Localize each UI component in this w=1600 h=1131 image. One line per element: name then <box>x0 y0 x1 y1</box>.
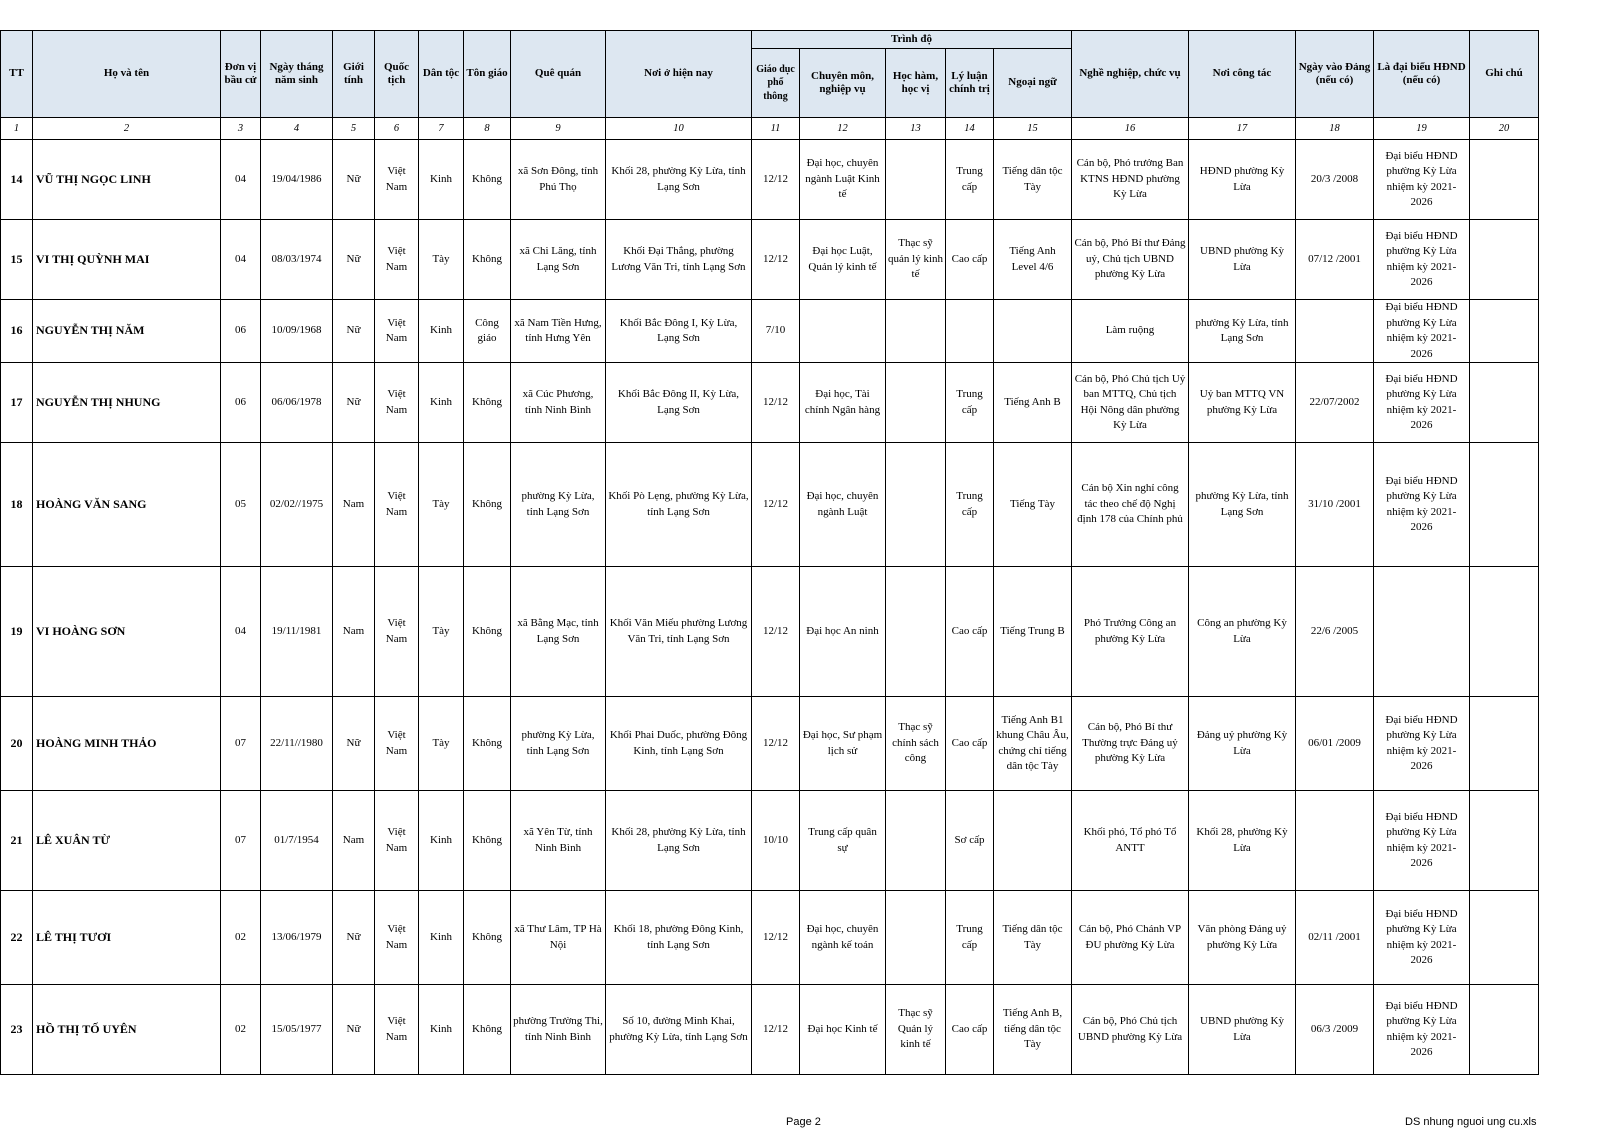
table-cell: 10/09/1968 <box>261 300 333 363</box>
table-cell: 02/02//1975 <box>261 443 333 567</box>
table-cell: Khối Đại Thắng, phường Lương Văn Tri, tỉnh Lạng Sơn <box>606 220 752 300</box>
table-cell: Đại học Kinh tế <box>800 985 886 1075</box>
table-cell: Khối Pò Lẹng, phường Kỳ Lừa, tỉnh Lạng Sơn <box>606 443 752 567</box>
table-cell: 07/12 /2001 <box>1296 220 1374 300</box>
table-cell: 12/12 <box>752 140 800 220</box>
column-number: 18 <box>1296 118 1374 140</box>
table-cell <box>994 791 1072 891</box>
table-cell: Không <box>464 443 511 567</box>
table-cell: Khối Văn Miếu phường Lương Văn Tri, tỉnh Lạng Sơn <box>606 567 752 697</box>
header-tt: TT <box>1 31 33 118</box>
table-cell: 19/04/1986 <box>261 140 333 220</box>
table-cell: Khối 28, phường Kỳ Lừa <box>1189 791 1296 891</box>
table-cell: phường Kỳ Lừa, tỉnh Lạng Sơn <box>511 697 606 791</box>
table-cell: Đại học, chuyên ngành Luật <box>800 443 886 567</box>
table-cell: Nữ <box>333 697 375 791</box>
table-cell <box>946 300 994 363</box>
column-number: 7 <box>419 118 464 140</box>
table-cell: Nam <box>333 567 375 697</box>
table-cell: Kinh <box>419 140 464 220</box>
table-cell: Không <box>464 567 511 697</box>
table-cell: Kinh <box>419 985 464 1075</box>
table-cell: Phó Trưởng Công an phường Kỳ Lừa <box>1072 567 1189 697</box>
table-cell: 04 <box>221 140 261 220</box>
column-number: 15 <box>994 118 1072 140</box>
table-cell: Đại học, chuyên ngành kế toán <box>800 891 886 985</box>
table-cell: 19/11/1981 <box>261 567 333 697</box>
page-number: Page 2 <box>786 1116 821 1128</box>
table-cell: xã Bằng Mạc, tỉnh Lạng Sơn <box>511 567 606 697</box>
table-cell: Nữ <box>333 363 375 443</box>
table-cell: Đại biểu HĐND phường Kỳ Lừa nhiệm kỳ 2021-2026 <box>1374 443 1470 567</box>
table-cell: 05 <box>221 443 261 567</box>
table-cell: Nữ <box>333 220 375 300</box>
table-cell: VI THỊ QUỲNH MAI <box>33 220 221 300</box>
header-ngoai-ngu: Ngoại ngữ <box>994 49 1072 118</box>
table-cell: 18 <box>1 443 33 567</box>
table-cell: 22/07/2002 <box>1296 363 1374 443</box>
table-cell: Khối 28, phường Kỳ Lừa, tỉnh Lạng Sơn <box>606 791 752 891</box>
table-cell: Sơ cấp <box>946 791 994 891</box>
table-cell: Tiếng Anh Level 4/6 <box>994 220 1072 300</box>
column-number: 4 <box>261 118 333 140</box>
table-cell: Thạc sỹ chính sách công <box>886 697 946 791</box>
table-cell: Cao cấp <box>946 220 994 300</box>
header-que-quan: Quê quán <box>511 31 606 118</box>
table-cell: 22 <box>1 891 33 985</box>
table-row <box>1 363 1539 443</box>
table-row <box>1 567 1539 697</box>
table-cell <box>1470 140 1539 220</box>
table-cell: Việt Nam <box>375 791 419 891</box>
table-cell: 23 <box>1 985 33 1075</box>
table-cell <box>1296 791 1374 891</box>
table-cell: Cán bộ, Phó Chánh VP ĐU phường Kỳ Lừa <box>1072 891 1189 985</box>
table-cell: 08/03/1974 <box>261 220 333 300</box>
table-cell: 13/06/1979 <box>261 891 333 985</box>
table-cell: Không <box>464 697 511 791</box>
table-cell: Đại học, Sư phạm lịch sử <box>800 697 886 791</box>
table-cell: Đại biểu HĐND phường Kỳ Lừa nhiệm kỳ 2021-2026 <box>1374 891 1470 985</box>
table-cell: 21 <box>1 791 33 891</box>
table-cell: Việt Nam <box>375 300 419 363</box>
table-cell: Tày <box>419 697 464 791</box>
table-cell: Nữ <box>333 140 375 220</box>
column-number: 20 <box>1470 118 1539 140</box>
table-cell: Đại biểu HĐND phường Kỳ Lừa nhiệm kỳ 2021-2026 <box>1374 697 1470 791</box>
table-cell: 31/10 /2001 <box>1296 443 1374 567</box>
column-number: 10 <box>606 118 752 140</box>
column-number: 11 <box>752 118 800 140</box>
column-number: 8 <box>464 118 511 140</box>
table-cell: 15/05/1977 <box>261 985 333 1075</box>
table-cell: Việt Nam <box>375 985 419 1075</box>
table-cell: Nam <box>333 791 375 891</box>
table-cell: 20 <box>1 697 33 791</box>
table-cell: Khối 18, phường Đông Kinh, tỉnh Lạng Sơn <box>606 891 752 985</box>
table-cell: phường Kỳ Lừa, tỉnh Lạng Sơn <box>1189 443 1296 567</box>
table-cell: LÊ THỊ TƯƠI <box>33 891 221 985</box>
header-don-vi: Đơn vị bầu cử <box>221 31 261 118</box>
table-cell: Tày <box>419 567 464 697</box>
table-cell: Kinh <box>419 791 464 891</box>
table-cell: 01/7/1954 <box>261 791 333 891</box>
column-number-row <box>1 118 1539 140</box>
table-cell: Khối phó, Tổ phó Tổ ANTT <box>1072 791 1189 891</box>
table-cell: Khối Bắc Đông II, Kỳ Lừa, Lạng Sơn <box>606 363 752 443</box>
table-cell: Trung cấp <box>946 443 994 567</box>
table-cell: 02/11 /2001 <box>1296 891 1374 985</box>
candidate-table-wrapper <box>0 30 1539 1075</box>
table-cell: 7/10 <box>752 300 800 363</box>
table-cell: 17 <box>1 363 33 443</box>
table-body <box>1 118 1539 1075</box>
table-cell: Trung cấp <box>946 140 994 220</box>
table-cell: Văn phòng Đảng uỷ phường Kỳ Lừa <box>1189 891 1296 985</box>
table-cell: Việt Nam <box>375 443 419 567</box>
column-number: 19 <box>1374 118 1470 140</box>
table-cell: 07 <box>221 697 261 791</box>
header-ly-luan: Lý luận chính trị <box>946 49 994 118</box>
table-cell <box>1470 363 1539 443</box>
table-cell: Không <box>464 220 511 300</box>
table-cell <box>994 300 1072 363</box>
table-cell: Tiếng Tày <box>994 443 1072 567</box>
table-cell: Nam <box>333 443 375 567</box>
header-trinh-do: Trình độ <box>752 31 1072 49</box>
table-cell: phường Kỳ Lừa, tỉnh Lạng Sơn <box>511 443 606 567</box>
table-cell: 06/01 /2009 <box>1296 697 1374 791</box>
table-cell <box>800 300 886 363</box>
table-cell: Đại biểu HĐND phường Kỳ Lừa nhiệm kỳ 2021-2026 <box>1374 140 1470 220</box>
column-number: 17 <box>1189 118 1296 140</box>
header-dai-bieu: Là đại biểu HĐND (nếu có) <box>1374 31 1470 118</box>
table-cell: Công giáo <box>464 300 511 363</box>
table-cell <box>1374 567 1470 697</box>
table-cell: 02 <box>221 891 261 985</box>
table-cell: Việt Nam <box>375 140 419 220</box>
table-cell: Cán bộ, Phó Chủ tịch Uỷ ban MTTQ, Chủ tịch Hội Nông dân phường Kỳ Lừa <box>1072 363 1189 443</box>
table-cell: Khối Bắc Đông I, Kỳ Lừa, Lạng Sơn <box>606 300 752 363</box>
table-cell <box>1470 697 1539 791</box>
table-cell: Không <box>464 791 511 891</box>
table-cell: Không <box>464 363 511 443</box>
table-cell <box>1470 891 1539 985</box>
table-cell: 22/6 /2005 <box>1296 567 1374 697</box>
table-cell <box>1470 443 1539 567</box>
table-cell: 12/12 <box>752 985 800 1075</box>
table-cell: Đại biểu HĐND phường Kỳ Lừa nhiệm kỳ 2021-2026 <box>1374 220 1470 300</box>
table-cell <box>1470 300 1539 363</box>
table-cell: UBND phường Kỳ Lừa <box>1189 985 1296 1075</box>
table-cell: 14 <box>1 140 33 220</box>
table-cell: Kinh <box>419 300 464 363</box>
table-cell: Không <box>464 891 511 985</box>
table-cell: 12/12 <box>752 363 800 443</box>
table-cell: Trung cấp <box>946 891 994 985</box>
table-cell: HĐND phường Kỳ Lừa <box>1189 140 1296 220</box>
table-cell: VŨ THỊ NGỌC LINH <box>33 140 221 220</box>
table-cell: xã Nam Tiền Hưng, tỉnh Hưng Yên <box>511 300 606 363</box>
table-cell: UBND phường Kỳ Lừa <box>1189 220 1296 300</box>
table-cell: 06/3 /2009 <box>1296 985 1374 1075</box>
table-cell: Nữ <box>333 891 375 985</box>
header-gd-pho-thong: Giáo dục phổ thông <box>752 49 800 118</box>
table-cell: 12/12 <box>752 567 800 697</box>
header-noi-o: Nơi ở hiện nay <box>606 31 752 118</box>
table-row <box>1 985 1539 1075</box>
table-cell: Tiếng Anh B, tiếng dân tộc Tày <box>994 985 1072 1075</box>
table-cell: 16 <box>1 300 33 363</box>
table-cell: Cán bộ Xin nghỉ công tác theo chế độ Nghị định 178 của Chính phủ <box>1072 443 1189 567</box>
table-cell: Việt Nam <box>375 363 419 443</box>
table-cell <box>886 363 946 443</box>
table-cell: 15 <box>1 220 33 300</box>
table-cell: Tày <box>419 443 464 567</box>
table-cell <box>886 791 946 891</box>
column-number: 13 <box>886 118 946 140</box>
header-ngay-sinh: Ngày tháng năm sinh <box>261 31 333 118</box>
table-cell: Cán bộ, Phó Chủ tịch UBND phường Kỳ Lừa <box>1072 985 1189 1075</box>
table-cell: Tiếng dân tộc Tày <box>994 891 1072 985</box>
table-cell: Công an phường Kỳ Lừa <box>1189 567 1296 697</box>
table-header <box>1 31 1539 118</box>
table-cell: Trung cấp quân sự <box>800 791 886 891</box>
table-cell: Tiếng Anh B <box>994 363 1072 443</box>
header-ghi-chu: Ghi chú <box>1470 31 1539 118</box>
table-cell: HOÀNG MINH THẢO <box>33 697 221 791</box>
header-gioi-tinh: Giới tính <box>333 31 375 118</box>
table-cell: Đại học Luật, Quản lý kinh tế <box>800 220 886 300</box>
table-cell: Uỷ ban MTTQ VN phường Kỳ Lừa <box>1189 363 1296 443</box>
table-row <box>1 220 1539 300</box>
table-cell: 04 <box>221 220 261 300</box>
table-row <box>1 891 1539 985</box>
table-cell: Khối Phai Duốc, phường Đông Kinh, tỉnh Lạng Sơn <box>606 697 752 791</box>
table-cell <box>886 443 946 567</box>
table-cell: Tiếng Anh B1 khung Châu Âu, chứng chỉ tiếng dân tộc Tày <box>994 697 1072 791</box>
table-cell: Việt Nam <box>375 567 419 697</box>
header-quoc-tich: Quốc tịch <box>375 31 419 118</box>
table-cell: HOÀNG VĂN SANG <box>33 443 221 567</box>
table-cell: Thạc sỹ Quản lý kinh tế <box>886 985 946 1075</box>
column-number: 6 <box>375 118 419 140</box>
table-cell: Kinh <box>419 891 464 985</box>
column-number: 3 <box>221 118 261 140</box>
table-cell <box>1470 220 1539 300</box>
table-cell: phường Trường Thi, tỉnh Ninh Bình <box>511 985 606 1075</box>
table-cell: Cao cấp <box>946 985 994 1075</box>
table-cell: Số 10, đường Minh Khai, phường Kỳ Lừa, tỉnh Lạng Sơn <box>606 985 752 1075</box>
table-cell: NGUYỄN THỊ NĂM <box>33 300 221 363</box>
table-cell: 12/12 <box>752 697 800 791</box>
table-cell: Đại học, Tài chính Ngân hàng <box>800 363 886 443</box>
file-name: DS nhung nguoi ung cu.xls <box>1405 1116 1537 1128</box>
header-hoc-ham: Học hàm, học vị <box>886 49 946 118</box>
table-cell: 12/12 <box>752 220 800 300</box>
table-cell: Không <box>464 140 511 220</box>
table-cell: Cán bộ, Phó trưởng Ban KTNS HĐND phường Kỳ Lừa <box>1072 140 1189 220</box>
table-cell: Thạc sỹ quản lý kinh tế <box>886 220 946 300</box>
table-cell: Cán bộ, Phó Bí thư Đảng uỷ, Chủ tịch UBND phường Kỳ Lừa <box>1072 220 1189 300</box>
candidate-table <box>0 30 1539 1075</box>
table-cell: Cao cấp <box>946 567 994 697</box>
table-cell: Việt Nam <box>375 220 419 300</box>
table-cell: Đại học An ninh <box>800 567 886 697</box>
table-cell: Đại biểu HĐND phường Kỳ Lừa nhiệm kỳ 2021-2026 <box>1374 791 1470 891</box>
table-cell: xã Sơn Đông, tỉnh Phú Thọ <box>511 140 606 220</box>
header-chuyen-mon: Chuyên môn, nghiệp vụ <box>800 49 886 118</box>
table-cell: 06/06/1978 <box>261 363 333 443</box>
table-cell: xã Cúc Phương, tỉnh Ninh Bình <box>511 363 606 443</box>
table-cell <box>886 891 946 985</box>
column-number: 5 <box>333 118 375 140</box>
table-cell: xã Chi Lăng, tỉnh Lạng Sơn <box>511 220 606 300</box>
table-cell: Đảng uỷ phường Kỳ Lừa <box>1189 697 1296 791</box>
table-cell: Khối 28, phường Kỳ Lừa, tỉnh Lạng Sơn <box>606 140 752 220</box>
table-cell: Tiếng Trung B <box>994 567 1072 697</box>
table-cell <box>886 140 946 220</box>
column-number: 14 <box>946 118 994 140</box>
table-cell <box>1470 567 1539 697</box>
table-cell: 06 <box>221 300 261 363</box>
header-ho-ten: Họ và tên <box>33 31 221 118</box>
column-number: 16 <box>1072 118 1189 140</box>
table-cell: 10/10 <box>752 791 800 891</box>
table-cell: Làm ruộng <box>1072 300 1189 363</box>
table-row <box>1 140 1539 220</box>
table-cell: HỒ THỊ TỐ UYÊN <box>33 985 221 1075</box>
table-cell <box>886 300 946 363</box>
table-cell: 04 <box>221 567 261 697</box>
table-cell: Kinh <box>419 363 464 443</box>
table-cell: 06 <box>221 363 261 443</box>
table-cell: LÊ XUÂN TỪ <box>33 791 221 891</box>
table-row <box>1 300 1539 363</box>
table-cell: Không <box>464 985 511 1075</box>
table-row <box>1 443 1539 567</box>
table-cell: Trung cấp <box>946 363 994 443</box>
table-cell: 19 <box>1 567 33 697</box>
table-cell: Tày <box>419 220 464 300</box>
table-cell: Đại học, chuyên ngành Luật Kinh tế <box>800 140 886 220</box>
table-row <box>1 791 1539 891</box>
table-cell: VI HOÀNG SƠN <box>33 567 221 697</box>
table-cell: Cán bộ, Phó Bí thư Thường trực Đảng uỷ phường Kỳ Lừa <box>1072 697 1189 791</box>
header-nghe-nghiep: Nghề nghiệp, chức vụ <box>1072 31 1189 118</box>
table-cell <box>1470 791 1539 891</box>
column-number: 1 <box>1 118 33 140</box>
table-cell: Tiếng dân tộc Tày <box>994 140 1072 220</box>
table-cell: 07 <box>221 791 261 891</box>
table-cell: 22/11//1980 <box>261 697 333 791</box>
table-cell: 12/12 <box>752 891 800 985</box>
table-cell: xã Yên Từ, tỉnh Ninh Bình <box>511 791 606 891</box>
table-cell: Cao cấp <box>946 697 994 791</box>
header-ngay-vao-dang: Ngày vào Đảng (nếu có) <box>1296 31 1374 118</box>
header-noi-cong-tac: Nơi công tác <box>1189 31 1296 118</box>
table-cell: Việt Nam <box>375 697 419 791</box>
table-cell: Đại biểu HĐND phường Kỳ Lừa nhiệm kỳ 2021-2026 <box>1374 363 1470 443</box>
header-dan-toc: Dân tộc <box>419 31 464 118</box>
column-number: 9 <box>511 118 606 140</box>
table-cell: xã Thư Lâm, TP Hà Nội <box>511 891 606 985</box>
table-row <box>1 697 1539 791</box>
table-cell: 20/3 /2008 <box>1296 140 1374 220</box>
table-cell <box>1470 985 1539 1075</box>
table-cell: NGUYỄN THỊ NHUNG <box>33 363 221 443</box>
header-ton-giao: Tôn giáo <box>464 31 511 118</box>
table-cell: Đại biểu HĐND phường Kỳ Lừa nhiệm kỳ 2021-2026 <box>1374 300 1470 363</box>
column-number: 2 <box>33 118 221 140</box>
table-cell: 12/12 <box>752 443 800 567</box>
table-cell: Nữ <box>333 300 375 363</box>
table-cell: Đại biểu HĐND phường Kỳ Lừa nhiệm kỳ 2021-2026 <box>1374 985 1470 1075</box>
column-number: 12 <box>800 118 886 140</box>
table-cell: phường Kỳ Lừa, tỉnh Lạng Sơn <box>1189 300 1296 363</box>
table-cell: Việt Nam <box>375 891 419 985</box>
table-cell: 02 <box>221 985 261 1075</box>
table-cell <box>1296 300 1374 363</box>
table-cell: Nữ <box>333 985 375 1075</box>
table-cell <box>886 567 946 697</box>
